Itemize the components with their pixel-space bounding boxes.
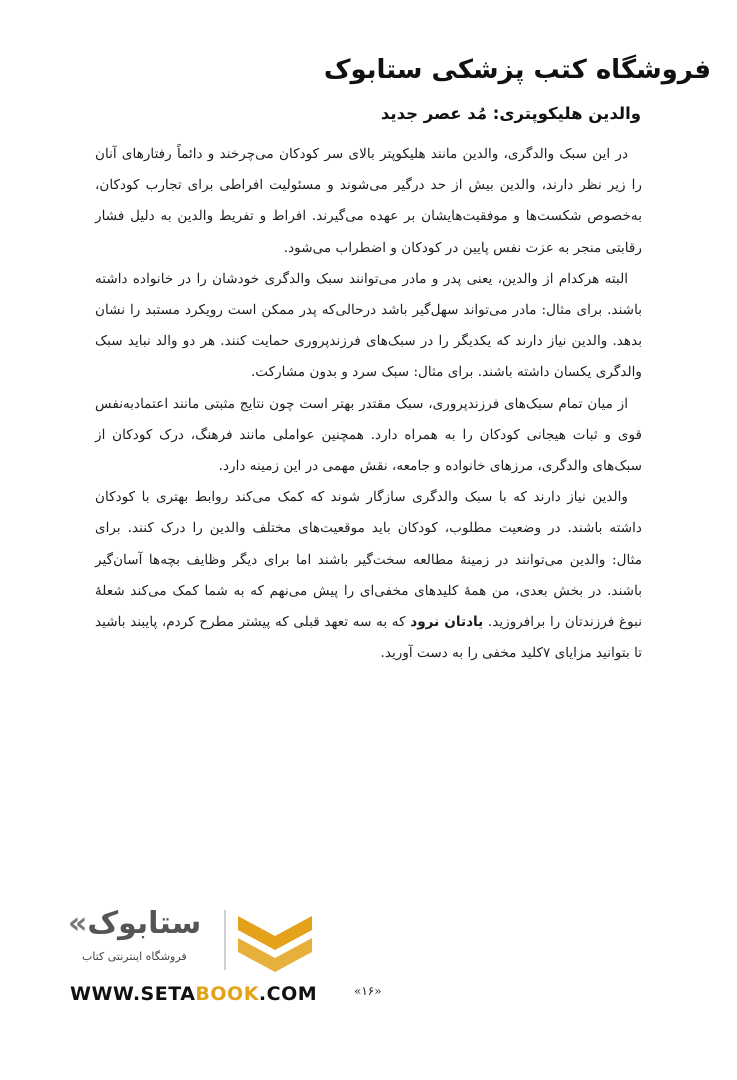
page-title: فروشگاه کتب پزشکی ستابوک <box>323 55 711 85</box>
body-text <box>95 139 642 669</box>
section-heading: والدین هلیکوپتری: مُد عصر جدید <box>380 104 641 123</box>
logo-tagline: فروشگاه اینترنتی کتاب <box>82 950 187 963</box>
url-accent: BOOK <box>195 983 259 1005</box>
logo-text: ستابوک <box>87 906 202 941</box>
paragraph-text: که به سه تعهد قبلی که پیشتر مطرح کردم، پایبند باشید تا بتوانید مزایای ۷کلید مخفی را به دست آورید. <box>95 614 642 662</box>
page-number: «۱۶» <box>354 984 382 998</box>
logo-arrows-icon: « <box>68 906 88 941</box>
logo-divider <box>224 910 226 970</box>
paragraph: در این سبک والدگری، والدین مانند هلیکوپتر بالای سر کودکان می‌چرخند و دائماً رفتارهای آنان را زیر نظر دارند، والدین بیش از حد درگیر می‌شوند و مسئولیت افراطی برای تجارب کودکان، به‌خصوص شکست‌ها و موفقیت‌هایشان بر عهده می‌گیرند. افراط و تفریط والدین به دلیل فشار رقابتی منجر به عزت نفس پایین در کودکان و اضطراب می‌شود. <box>95 146 642 256</box>
url-part: .COM <box>258 983 318 1005</box>
paragraph <box>95 482 642 669</box>
bold-phrase: یادتان نرود <box>410 614 484 631</box>
logo-chevron-icon <box>236 908 314 974</box>
url-part: WWW.SETA <box>70 983 196 1005</box>
website-url <box>70 983 317 1005</box>
paragraph: از میان تمام سبک‌های فرزندپروری، سبک مقتدر بهتر است چون نتایج مثبتی مانند اعتمادبه‌نفس قوی و ثبات هیجانی کودکان را به همراه دارد. همچنین عواملی مانند فرهنگ، درک کودکان از سبک‌های والدگری، مرزهای خانواده و جامعه، نقش مهمی در این زمینه دارد. <box>95 395 642 475</box>
paragraph: البته هرکدام از والدین، یعنی پدر و مادر می‌توانند سبک والدگری خودشان را در خانواده داشته باشند. برای مثال: مادر می‌تواند سهل‌گیر باشد درحالی‌که پدر ممکن است رویکرد مستبد را نشان بدهد. والدین نیاز دارند که یکدیگر را در سبک‌های فرزندپروری حمایت کنند. هر دو والد نباید سبک والدگری یکسان داشته باشند. برای مثال: سبک سرد و بدون مشارکت. <box>95 270 642 381</box>
logo-wordmark <box>68 906 201 941</box>
paragraph-text: والدین نیاز دارند که با سبک والدگری سازگار شوند که کمک می‌کند روابط بهتری با کودکان داشته باشند. در وضعیت مطلوب، کودکان باید موقعیت‌های مختلف والدین را درک کنند. برای مثال: والدین می‌توانند در زمینهٔ مطالعه سخت‌گیر باشند اما برای دیگر وظایف بچه‌ها آسان‌گیر باشند. در بخش بعدی، من همهٔ کلیدهای مخفی‌ای را پیش می‌نهم که به شما کمک می‌کند شعلهٔ نبوغ فرزندتان را برافروزید. <box>95 489 642 631</box>
